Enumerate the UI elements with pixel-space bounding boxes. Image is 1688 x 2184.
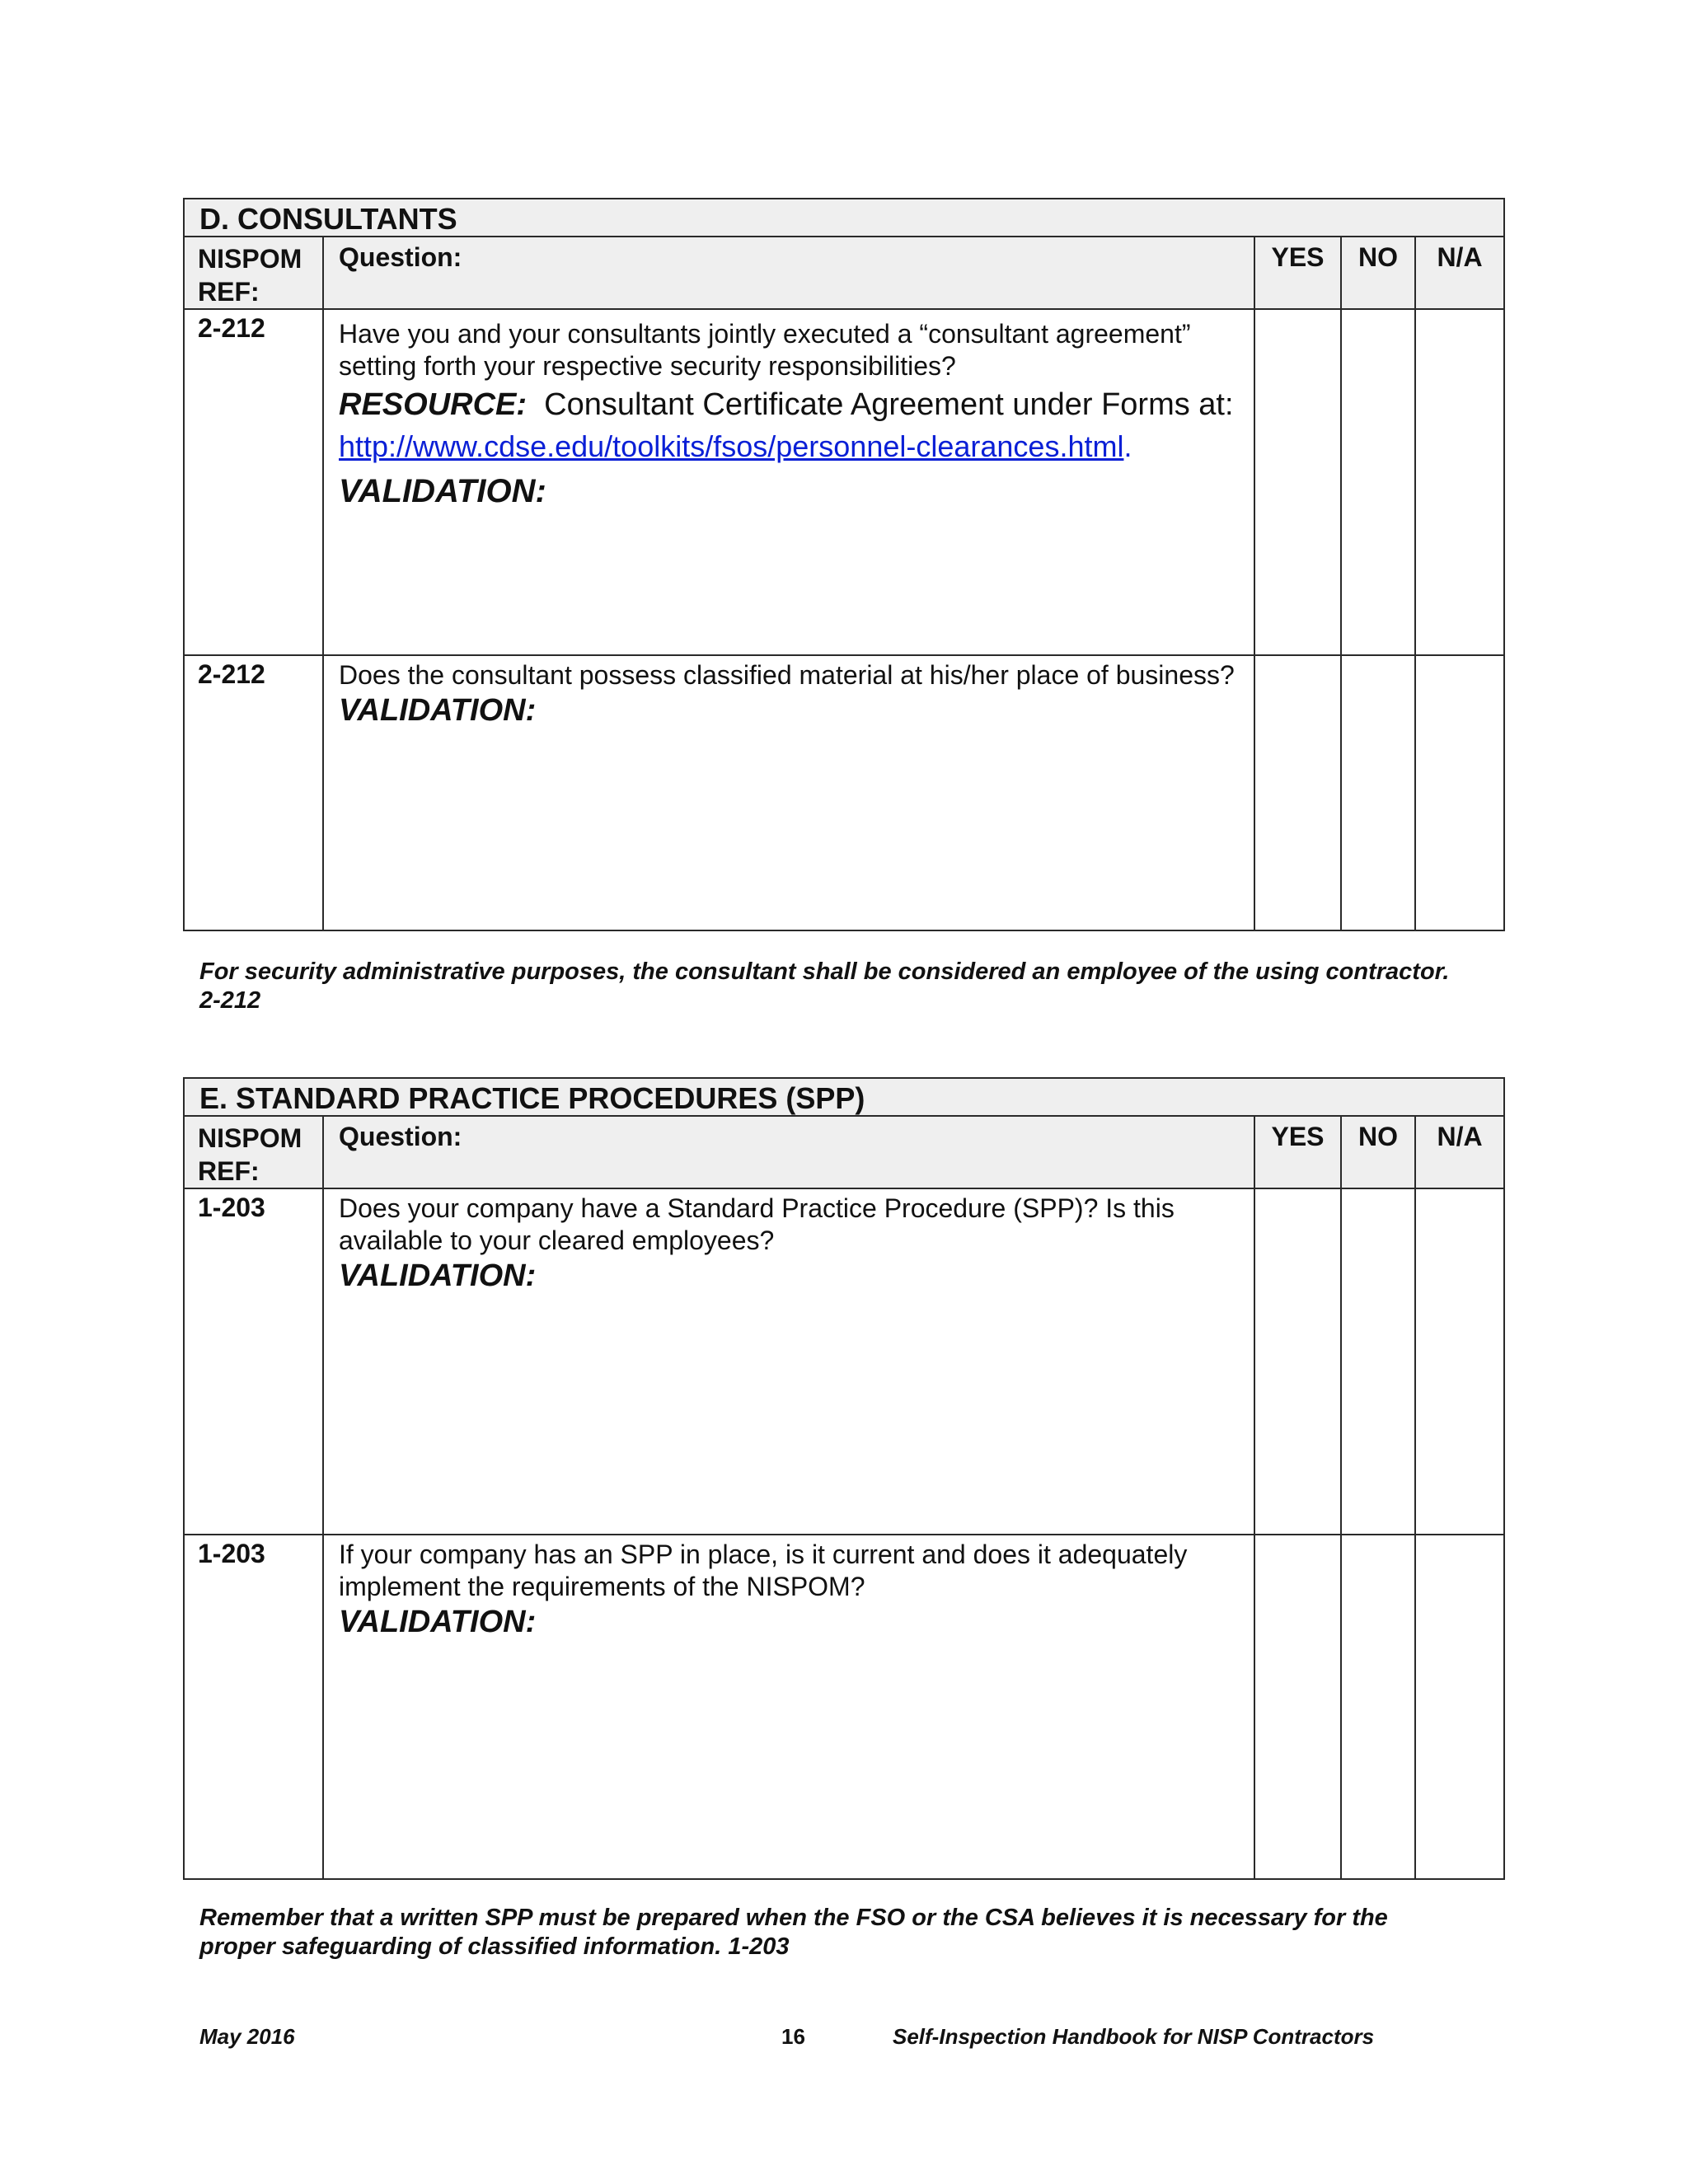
- validation-label: VALIDATION:: [339, 1605, 537, 1639]
- page-number: 16: [781, 2024, 805, 2049]
- nispom-ref-header: NISPOM REF:: [184, 237, 323, 309]
- nispom-ref: 2-212: [184, 655, 323, 930]
- nispom-ref: 1-203: [184, 1188, 323, 1535]
- nispom-ref: 1-203: [184, 1535, 323, 1879]
- resource-text: Consultant Certificate Agreement under Forms at:: [544, 387, 1234, 422]
- section-title: D. CONSULTANTS: [184, 199, 1504, 237]
- resource-line: [339, 384, 1236, 425]
- resource-link-period: .: [1123, 429, 1132, 463]
- nispom-ref-header: NISPOM REF:: [184, 1116, 323, 1188]
- no-header: NO: [1341, 237, 1415, 309]
- resource-link[interactable]: http://www.cdse.edu/toolkits/fsos/personnel-clearances.html: [339, 429, 1124, 463]
- resource-label: RESOURCE:: [339, 387, 528, 422]
- validation-label: VALIDATION:: [339, 473, 546, 509]
- question-text: If your company has an SPP in place, is it current and does it adequately implement the requirements of the NISPOM?: [339, 1540, 1188, 1601]
- na-cell[interactable]: [1415, 1535, 1504, 1879]
- question-cell: [323, 309, 1254, 655]
- question-row: [184, 1188, 1504, 1535]
- nispom-ref: 2-212: [184, 309, 323, 655]
- question-row: [184, 309, 1504, 655]
- no-cell[interactable]: [1341, 309, 1415, 655]
- na-cell[interactable]: [1415, 309, 1504, 655]
- spp-table: [183, 1077, 1505, 1880]
- page-footer: [0, 2024, 1688, 2057]
- no-cell[interactable]: [1341, 1535, 1415, 1879]
- na-cell[interactable]: [1415, 1188, 1504, 1535]
- yes-cell[interactable]: [1254, 1188, 1341, 1535]
- na-header: N/A: [1415, 237, 1504, 309]
- yes-header: YES: [1254, 237, 1341, 309]
- handbook-title: Self-Inspection Handbook for NISP Contractors: [893, 2024, 1375, 2049]
- consultants-table: [183, 198, 1505, 931]
- question-text: Does the consultant possess classified material at his/her place of business?: [339, 660, 1235, 690]
- consultants-note: For security administrative purposes, the consultant shall be considered an employee of the using contractor. 2-212: [199, 958, 1450, 1014]
- yes-header: YES: [1254, 1116, 1341, 1188]
- yes-cell[interactable]: [1254, 1535, 1341, 1879]
- no-cell[interactable]: [1341, 1188, 1415, 1535]
- yes-cell[interactable]: [1254, 655, 1341, 930]
- question-row: [184, 655, 1504, 930]
- no-header: NO: [1341, 1116, 1415, 1188]
- no-cell[interactable]: [1341, 655, 1415, 930]
- footer-date: May 2016: [199, 2024, 295, 2049]
- na-header: N/A: [1415, 1116, 1504, 1188]
- question-header: Question:: [323, 1116, 1254, 1188]
- question-text: Have you and your consultants jointly executed a “consultant agreement” setting forth your respective security responsibilities?: [339, 319, 1191, 381]
- validation-label: VALIDATION:: [339, 693, 537, 728]
- question-cell: [323, 1535, 1254, 1879]
- yes-cell[interactable]: [1254, 309, 1341, 655]
- na-cell[interactable]: [1415, 655, 1504, 930]
- question-cell: [323, 1188, 1254, 1535]
- question-header: Question:: [323, 237, 1254, 309]
- validation-label: VALIDATION:: [339, 1258, 537, 1293]
- question-row: [184, 1535, 1504, 1879]
- question-text: Does your company have a Standard Practice Procedure (SPP)? Is this available to your cleared employees?: [339, 1193, 1175, 1255]
- section-title: E. STANDARD PRACTICE PROCEDURES (SPP): [184, 1078, 1504, 1116]
- spp-note: Remember that a written SPP must be prepared when the FSO or the CSA believes it is necessary for the proper safeguarding of classified information. 1-203: [199, 1905, 1388, 1960]
- question-cell: [323, 655, 1254, 930]
